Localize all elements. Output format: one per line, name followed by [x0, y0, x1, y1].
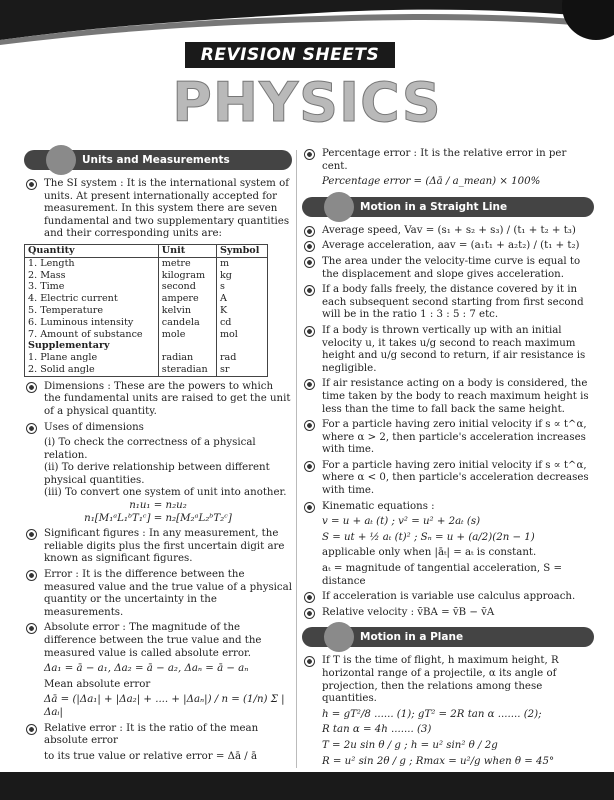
table-row: [25, 257, 268, 269]
equation-percentage-error: Percentage error = (Δā / a_mean) × 100%: [322, 176, 541, 188]
table-cell: 1. Length: [25, 257, 159, 269]
equation-dimensional: n₁[M₁ᵃL₁ᵇT₁ᶜ] = n₂[M₂ᵃL₂ᵇT₂ᶜ]: [84, 512, 232, 524]
table-cell: [158, 340, 216, 352]
table-row: [25, 305, 268, 317]
section-header-straight-line: [302, 195, 594, 219]
table-cell: kilogram: [158, 270, 216, 282]
col-header-unit: Unit: [158, 244, 216, 257]
uses-heading: Uses of dimensions: [24, 422, 292, 435]
col-header-symbol: Symbol: [216, 244, 267, 257]
table-cell: cd: [216, 317, 267, 329]
alpha-gt-2-text: For a particle having zero initial velocity if s ∝ t^α, where α > 2, then particle's acceleration increases with time.: [302, 419, 594, 457]
table-cell: 3. Time: [25, 281, 159, 293]
table-cell: 6. Luminous intensity: [25, 317, 159, 329]
table-cell: kg: [216, 270, 267, 282]
relative-velocity-text: Relative velocity : v̄BA = v̄B − v̄A: [302, 607, 594, 620]
table-cell: ampere: [158, 293, 216, 305]
section-header-plane: [302, 625, 594, 649]
table-cell: radian: [158, 352, 216, 364]
use-item: (ii) To derive relationship between different physical quantities.: [44, 462, 270, 486]
percentage-error-text: Percentage error : It is the relative error in per cent.: [302, 148, 594, 173]
average-acceleration-text: Average acceleration, aav = (a₁t₁ + a₂t₂) / (t₁ + t₂): [302, 240, 594, 253]
table-row: [25, 329, 268, 341]
table-cell: K: [216, 305, 267, 317]
table-row: [25, 293, 268, 305]
table-cell: 4. Electric current: [25, 293, 159, 305]
column-divider: [296, 150, 297, 768]
table-cell: rad: [216, 352, 267, 364]
equation-n1u1: n₁u₁ = n₂u₂: [129, 500, 187, 512]
table-cell: mole: [158, 329, 216, 341]
table-cell: 5. Temperature: [25, 305, 159, 317]
left-column: [24, 148, 292, 766]
section-header-units: [24, 148, 292, 172]
free-fall-text: If a body falls freely, the distance covered by it in each subsequent second starting from first second will be in the ratio 1 : 3 : 5 : 7 etc.: [302, 284, 594, 322]
table-cell: kelvin: [158, 305, 216, 317]
equation-mean-abs-error: Δā = (|Δa₁| + |Δa₂| + .... + |Δaₙ|) / n = (1/n) Σ |Δaᵢ|: [44, 694, 285, 718]
equation-abs-error: Δa₁ = ā − a₁, Δa₂ = ā − a₂, Δaₙ = ā − aₙ: [44, 663, 249, 675]
thrown-up-text: If a body is thrown vertically up with an initial velocity u, it takes u/g second to reach maximum height and u/g second to return, if air resistance is negligible.: [302, 325, 594, 375]
table-cell: [216, 340, 267, 352]
equation-T: T = 2u sin θ / g ; h = u² sin² θ / 2g: [322, 739, 498, 751]
mean-absolute-error-label: Mean absolute error: [44, 678, 151, 690]
table-row: [25, 281, 268, 293]
alpha-lt-0-text: For a particle having zero initial velocity if s ∝ t^α, where α < 0, then particle's acceleration decreases with time.: [302, 460, 594, 498]
equation-kinematic-1: v = u + aₜ (t) ; v² = u² + 2aₜ (s): [322, 516, 481, 528]
absolute-error-text: Absolute error : The magnitude of the difference between the true value and the measured value is called absolute error.: [24, 622, 292, 660]
average-speed-text: Average speed, Vav = (s₁ + s₂ + s₃) / (t₁ + t₂ + t₃): [302, 225, 594, 238]
table-row: [25, 352, 268, 364]
si-system-text: The SI system : It is the international system of units. At present internationally accepted for measurement. In this system there are seven fundamental and two supplementary quantities and their corresponding units are:: [24, 178, 292, 241]
air-resistance-text: If air resistance acting on a body is considered, the time taken by the body to reach maximum height is less than the time to fall back the same height.: [302, 378, 594, 416]
col-header-quantity: Quantity: [25, 244, 159, 257]
table-cell: 2. Mass: [25, 270, 159, 282]
table-cell: mol: [216, 329, 267, 341]
table-cell: 7. Amount of substance: [25, 329, 159, 341]
use-item: (i) To check the correctness of a physical relation.: [44, 437, 256, 461]
table-cell: 1. Plane angle: [25, 352, 159, 364]
table-cell: s: [216, 281, 267, 293]
use-item: (iii) To convert one system of unit into another.: [44, 487, 287, 499]
section-title: Motion in a Plane: [360, 631, 464, 644]
dimensions-text: Dimensions : These are the powers to which the fundamental units are raised to get the unit of a physical quantity.: [24, 381, 292, 419]
table-cell: 2. Solid angle: [25, 364, 159, 376]
equation-Rmax: R = u² sin 2θ / g ; Rmax = u²/g when θ = 45°: [322, 755, 555, 767]
table-cell: m: [216, 257, 267, 269]
equation-h: h = gT²/8 ...... (1); gT² = 2R tan α ....... (2);: [322, 708, 542, 720]
table-row: [25, 270, 268, 282]
relative-error-formula: to its true value or relative error = Δā / ā: [44, 750, 258, 762]
table-cell: sr: [216, 364, 267, 376]
section-title: Motion in a Straight Line: [360, 200, 508, 213]
applicable-text: applicable only when |āₜ| = aₜ is constant.: [322, 547, 537, 559]
table-cell: candela: [158, 317, 216, 329]
top-decoration: [0, 0, 614, 45]
table-row: [25, 317, 268, 329]
units-table: [24, 244, 268, 377]
calculus-text: If acceleration is variable use calculus approach.: [302, 591, 594, 604]
table-cell: A: [216, 293, 267, 305]
projectile-text: If T is the time of flight, h maximum height, R horizontal range of a projectile, α its angle of projection, then the relations among these quantities.: [302, 655, 594, 705]
table-cell: steradian: [158, 364, 216, 376]
relative-error-text: Relative error : It is the ratio of the mean absolute error: [24, 723, 292, 748]
error-text: Error : It is the difference between the measured value and the true value of a physical quantity or the uncertainty in the measurements.: [24, 569, 292, 619]
equation-R: R tan α = 4h ....... (3): [322, 724, 432, 736]
supplementary-label: Supplementary: [25, 340, 159, 352]
page-title: PHYSICS: [172, 71, 442, 134]
table-cell: second: [158, 281, 216, 293]
revision-sheets-banner: REVISION SHEETS: [185, 42, 395, 68]
table-section-row: [25, 340, 268, 352]
bottom-bar: [0, 772, 614, 800]
kinematic-heading: Kinematic equations :: [302, 501, 594, 514]
area-vt-text: The area under the velocity-time curve is equal to the displacement and slope gives acceleration.: [302, 256, 594, 281]
significant-figures-text: Significant figures : In any measurement, the reliable digits plus the first uncertain digit are known as significant figures.: [24, 528, 292, 566]
table-cell: metre: [158, 257, 216, 269]
section-title: Units and Measurements: [82, 154, 230, 166]
right-column: [302, 148, 594, 771]
equation-kinematic-2: S = ut + ½ aₜ (t)² ; Sₙ = u + (a/2)(2n − 1): [322, 531, 535, 543]
table-row: [25, 364, 268, 376]
tangential-acceleration-text: aₜ = magnitude of tangential acceleration, S = distance: [322, 563, 563, 587]
